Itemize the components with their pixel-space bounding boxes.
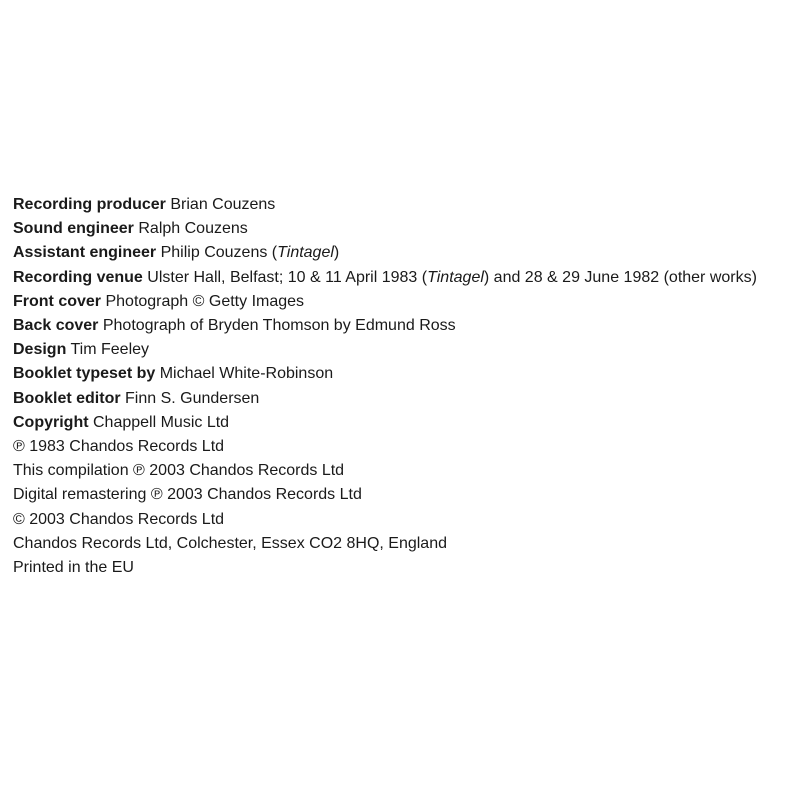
- credit-value: Brian Couzens: [170, 196, 276, 213]
- credit-label: Design: [13, 341, 67, 359]
- credit-value: Photograph © Getty Images: [105, 292, 305, 310]
- notice-line: ℗ 1983 Chandos Records Ltd: [13, 438, 225, 456]
- credit-value: [147, 269, 757, 286]
- credit-label: Copyright: [13, 413, 89, 431]
- venue-text-b: ) and 28 & 29 June 1982 (other works): [483, 268, 757, 286]
- credit-booklet-typeset: [13, 362, 788, 386]
- credit-copyright: [13, 411, 788, 435]
- credit-label: Back cover: [13, 317, 99, 335]
- credit-recording-producer: [13, 193, 788, 217]
- credit-value: Ralph Couzens: [138, 220, 248, 238]
- notice-line: This compilation ℗ 2003 Chandos Records Ltd: [13, 462, 345, 480]
- credit-label: Front cover: [13, 292, 102, 310]
- credit-design: [13, 338, 788, 362]
- credit-value: Tim Feeley: [70, 341, 150, 359]
- venue-text-a: Ulster Hall, Belfast; 10 & 11 April 1983 (: [147, 268, 428, 286]
- credit-value: Chappell Music Ltd: [93, 413, 230, 431]
- notice-line: Chandos Records Ltd, Colchester, Essex CO2 8HQ, England: [13, 534, 447, 552]
- credit-sound-engineer: [13, 217, 788, 241]
- credit-label: Booklet editor: [13, 389, 121, 407]
- note-open: (: [271, 244, 278, 262]
- credit-label: Sound engineer: [13, 220, 134, 238]
- credits-block: [13, 193, 788, 580]
- credit-assistant-engineer: [13, 241, 788, 265]
- notice-line: © 2003 Chandos Records Ltd: [13, 510, 225, 528]
- credit-label: Recording producer: [13, 196, 166, 213]
- credit-booklet-editor: [13, 387, 788, 411]
- credit-value: Philip Couzens: [160, 244, 268, 262]
- credit-label: Recording venue: [13, 268, 143, 286]
- credit-note: [272, 244, 339, 261]
- credit-label: Booklet typeset by: [13, 365, 156, 383]
- notice-line: Digital remastering ℗ 2003 Chandos Records Ltd: [13, 486, 362, 504]
- credit-front-cover: [13, 290, 788, 314]
- venue-italic: Tintagel: [427, 268, 484, 286]
- credit-back-cover: [13, 314, 788, 338]
- note-close: ): [333, 244, 340, 262]
- note-italic: Tintagel: [277, 244, 334, 262]
- credit-recording-venue: [13, 266, 788, 290]
- notice-line: Printed in the EU: [13, 559, 134, 577]
- credit-value: Finn S. Gundersen: [125, 389, 260, 407]
- credit-value: Michael White-Robinson: [159, 365, 334, 383]
- credit-value: Photograph of Bryden Thomson by Edmund Ross: [102, 317, 456, 335]
- credit-label: Assistant engineer: [13, 244, 157, 262]
